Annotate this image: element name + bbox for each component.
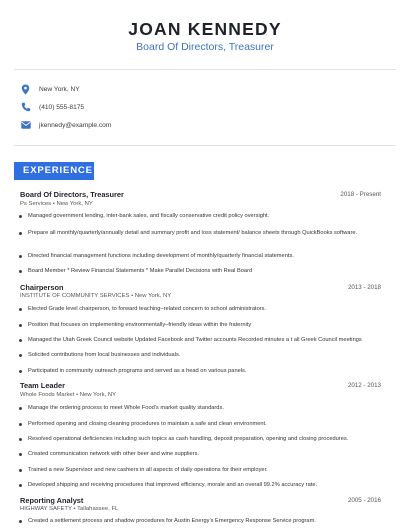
email-text: jkennedy@example.com [39, 121, 112, 129]
job-organization: INSTITUTE OF COMMUNITY SERVICES • New York, NY [20, 293, 172, 299]
list-item: Developed shipping and receiving procedures that improved efficiency, morale and an overall 99.2% accuracy rate. [19, 481, 379, 489]
list-item: Managed government lending, inter-bank sales, and fiscally conservative credit policy oversight. [19, 212, 379, 220]
list-item: Elected Grade level chairperson, to forward teaching–related concern to school administrators. [19, 305, 379, 313]
list-item: Trained a new Supervisor and new cashiers in all aspects of daily operations for their employer. [19, 466, 379, 474]
list-item: Created communication network with other beer and wine suppliers. [19, 450, 379, 458]
job-organization: HIGHWAY SAFETY • Tallahassee, FL [20, 506, 119, 512]
list-item: Performed opening and closing cleaning procedures to maintain a safe and clean environment. [19, 420, 379, 428]
job-organization: Whole Foods Market • New York, NY [20, 392, 117, 398]
job-title: Board Of Directors, Treasurer [20, 190, 124, 199]
job-dates: 2013 - 2018 [347, 284, 381, 291]
list-item: Managed the Utah Greek Council website Updated Facebook and Twitter accounts Recorded minutes a t all Greek Council meetings [19, 336, 379, 344]
candidate-name: JOAN KENNEDY [128, 19, 282, 39]
list-item: Manage the ordering process to meet Whole Food’s market quality standards. [19, 404, 379, 412]
contact-location [20, 82, 80, 96]
job-dates: 2005 - 2016 [347, 497, 381, 504]
list-item: Prepare all monthly/quarterly/annually detail and summary profit and loss statement/ balance sheets through QuickBooks software. [19, 229, 379, 237]
list-item: Solicited contributions from local businesses and individuals. [19, 351, 379, 359]
list-item: Position that focuses on implementing environmentally–friendly ideas within the fraternity [19, 321, 379, 329]
location-pin-icon [20, 84, 31, 95]
job-title: Chairperson [20, 283, 64, 292]
list-item: Created a settlement process and shadow procedures for Austin Energy’s Emergency Response Service program. [19, 517, 379, 525]
contact-divider [14, 145, 396, 146]
list-item: Resolved operational deficiencies including such topics as cash handling, deposit preparation, opening and closing procedures. [19, 435, 379, 443]
list-item: Directed financial management functions including development of monthly/quarterly financial statements. [19, 252, 379, 260]
phone-text: (410) 555-8175 [39, 103, 85, 111]
job-dates: 2018 - Present [340, 191, 381, 198]
envelope-icon [20, 120, 31, 131]
candidate-role: Board Of Directors, Treasurer [136, 41, 274, 53]
job-dates: 2012 - 2013 [347, 382, 381, 389]
job-organization: Ps Services • New York, NY [20, 201, 93, 207]
phone-icon [20, 102, 31, 113]
location-text: New York, NY [39, 85, 80, 93]
job-title: Team Leader [20, 381, 66, 390]
list-item: Board Member * Review Financial Statements * Make Parallel Decisions with Real Board [19, 267, 379, 275]
job-title: Reporting Analyst [20, 496, 84, 505]
header-divider [14, 69, 396, 70]
list-item: Participated in community outreach programs and served as a head on various panels. [19, 367, 379, 375]
experience-heading: EXPERIENCE [14, 162, 94, 180]
contact-email [20, 118, 111, 132]
contact-phone [20, 100, 84, 114]
